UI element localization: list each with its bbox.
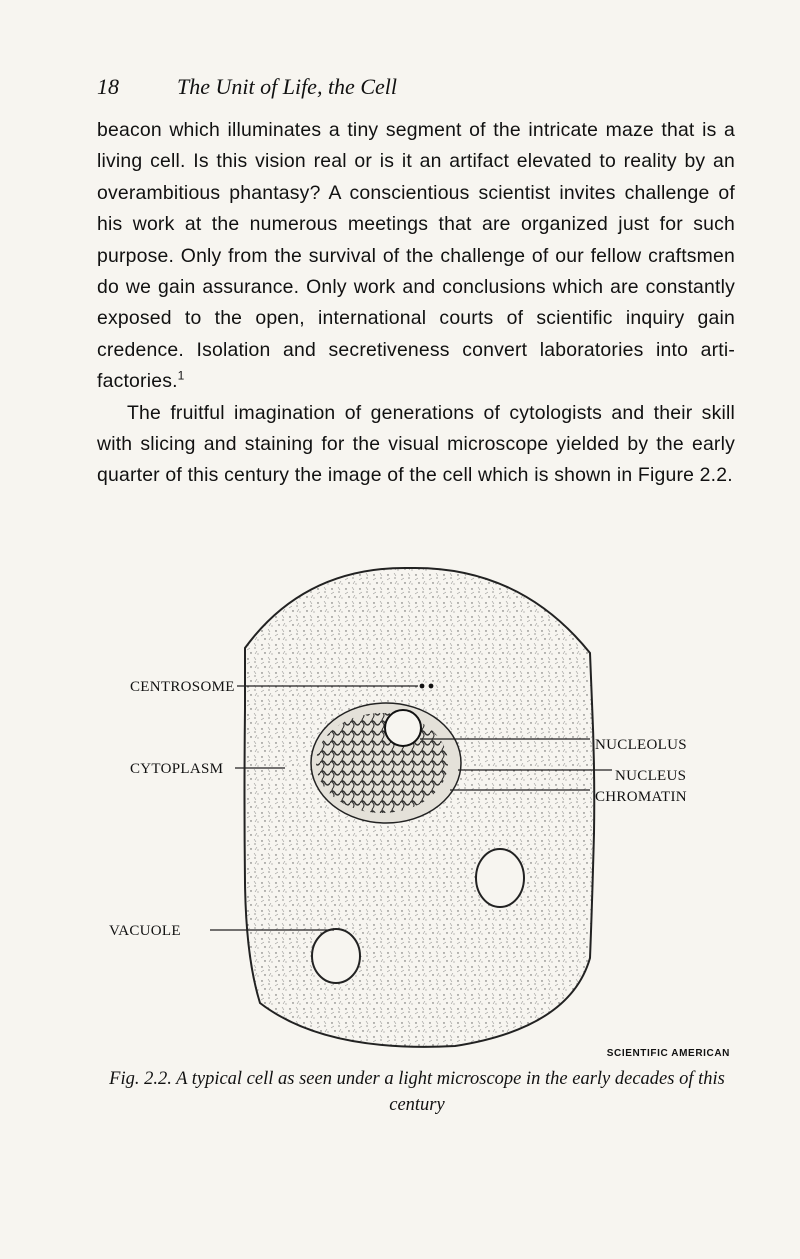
label-nucleus: NUCLEUS	[615, 768, 687, 784]
label-cytoplasm: CYTOPLASM	[130, 761, 224, 777]
vacuole-lower	[312, 929, 360, 983]
chromatin-mass	[316, 713, 448, 813]
paragraph-1-text: beacon which illuminates a tiny segment of the intricate maze that is a living cell. Is this vision real or is it an artifact elevated to reality by an overambitious phantasy? A conscientious scientist invites challenge of his work at the numerous meetings that are organized just for such purpose. Only from the survival of the challenge of our fellow craftsmen do we gain assurance. Only work and conclusions which are constantly exposed to the open, international courts of scientific inquiry gain credence. Isolation and secretiveness convert laboratories into arti-factories.	[97, 119, 735, 393]
body-text	[97, 115, 735, 492]
centrosome-dot	[429, 684, 434, 689]
centrosome-dot	[420, 684, 425, 689]
running-title: The Unit of Life, the Cell	[177, 74, 397, 99]
label-centrosome: CENTROSOME	[130, 679, 235, 695]
vacuole-right	[476, 849, 524, 907]
cell-figure	[109, 558, 730, 1058]
label-nucleolus: NUCLEOLUS	[595, 737, 687, 753]
nucleolus	[385, 710, 421, 746]
footnote-marker: 1	[177, 368, 185, 383]
figure-caption: Fig. 2.2. A typical cell as seen under a light microscope in the early decades of this century	[109, 1069, 725, 1115]
page-number: 18	[97, 74, 119, 99]
label-chromatin: CHROMATIN	[595, 789, 687, 805]
paragraph-1	[97, 115, 735, 398]
paragraph-2: The fruitful imagination of generations of cytologists and their skill with slicing and staining for the visual microscope yielded by the early quarter of this century the image of the cell which is shown in Figure 2.2.	[97, 401, 735, 487]
running-head	[97, 74, 737, 104]
cell-diagram	[109, 558, 730, 1058]
figure-credit: SCIENTIFIC AMERICAN	[606, 1048, 730, 1059]
label-vacuole: VACUOLE	[109, 923, 181, 939]
